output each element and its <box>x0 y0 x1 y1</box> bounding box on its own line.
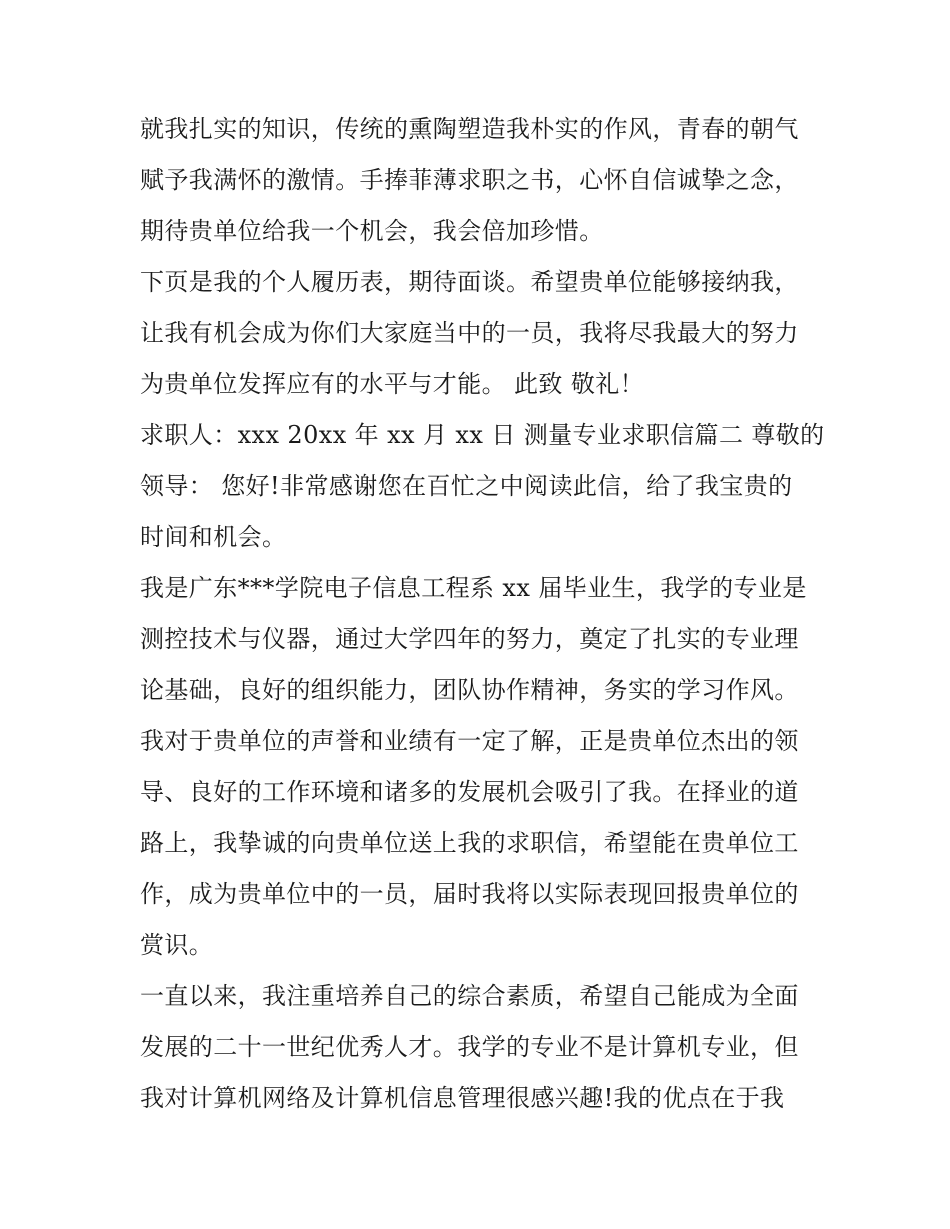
document-body <box>140 104 825 1124</box>
text-line: 就我扎实的知识，传统的熏陶塑造我朴实的作风，青春的朝气 <box>140 115 799 143</box>
text-line: 一直以来，我注重培养自己的综合素质，希望自己能成为全面 <box>140 982 799 1010</box>
text-line: 作，成为贵单位中的一员，届时我将以实际表现回报贵单位的 <box>140 880 799 908</box>
text-line: 期待贵单位给我一个机会，我会倍加珍惜。 <box>140 217 604 245</box>
text-line: 下页是我的个人履历表，期待面谈。希望贵单位能够接纳我， <box>140 268 799 296</box>
text-line: 测控技术与仪器，通过大学四年的努力，奠定了扎实的专业理 <box>140 625 799 653</box>
text-line: 路上，我挚诚的向贵单位送上我的求职信，希望能在贵单位工 <box>140 829 799 857</box>
text-line: 求职人：xxx 20xx 年 xx 月 xx 日 测量专业求职信篇二 尊敬的 <box>140 421 825 449</box>
text-line: 领导： 您好!非常感谢您在百忙之中阅读此信，给了我宝贵的 <box>140 472 793 500</box>
text-line: 我对计算机网络及计算机信息管理很感兴趣!我的优点在于我 <box>140 1084 785 1112</box>
text-line: 我是广东***学院电子信息工程系 xx 届毕业生，我学的专业是 <box>140 574 807 602</box>
text-line: 时间和机会。 <box>140 523 287 551</box>
text-line: 发展的二十一世纪优秀人才。我学的专业不是计算机专业，但 <box>140 1033 799 1061</box>
text-line: 让我有机会成为你们大家庭当中的一员，我将尽我最大的努力 <box>140 319 799 347</box>
text-line: 为贵单位发挥应有的水平与才能。 此致 敬礼！ <box>140 370 645 398</box>
text-line: 导、良好的工作环境和诸多的发展机会吸引了我。在择业的道 <box>140 778 799 806</box>
text-line: 赏识。 <box>140 931 214 959</box>
text-line: 赋予我满怀的激情。手捧菲薄求职之书，心怀自信诚挚之念， <box>140 166 799 194</box>
text-line: 论基础，良好的组织能力，团队协作精神，务实的学习作风。 <box>140 676 799 704</box>
text-line: 我对于贵单位的声誉和业绩有一定了解，正是贵单位杰出的领 <box>140 727 799 755</box>
